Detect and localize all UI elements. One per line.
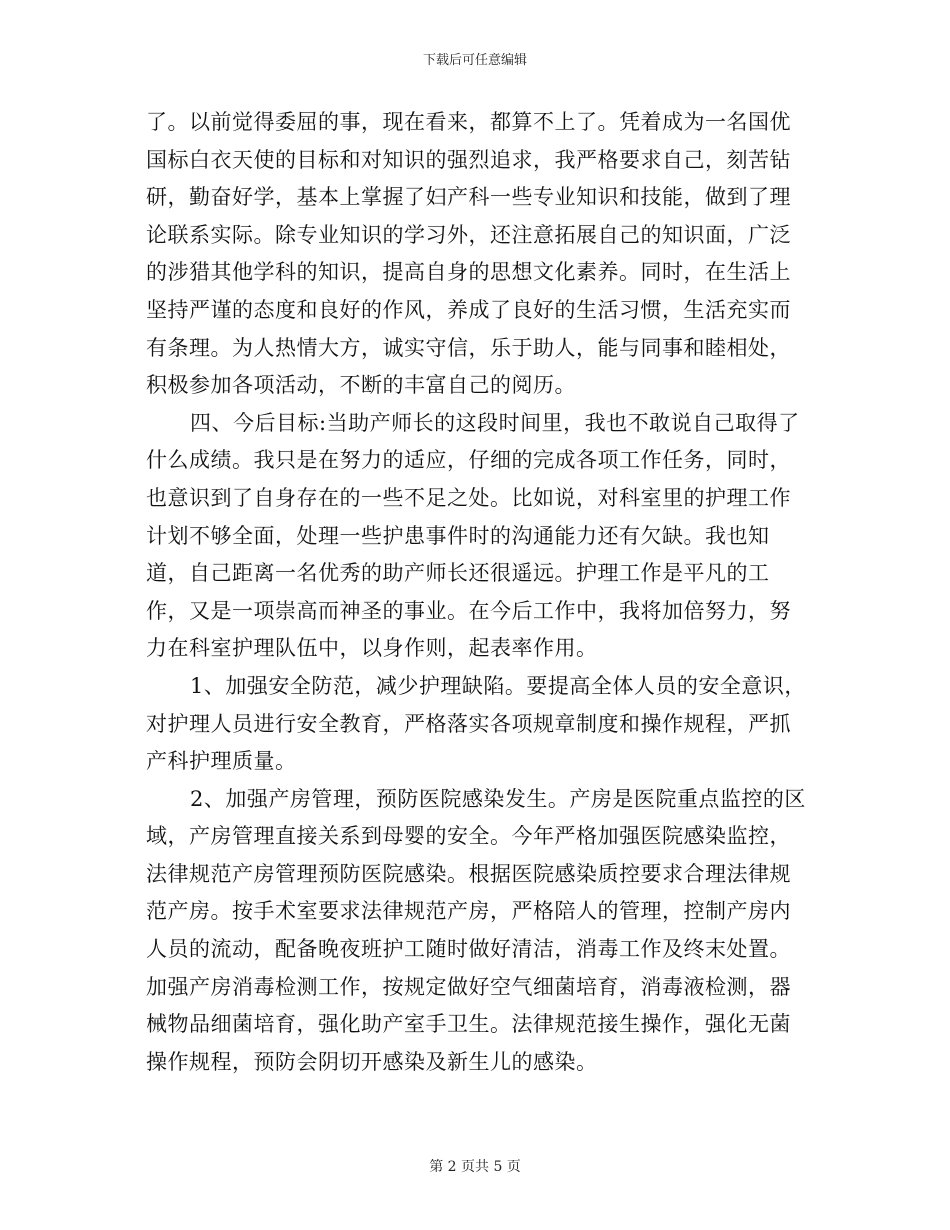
paragraph-future-goals: 四、今后目标:当助产师长的这段时间里，我也不敢说自己取得了什么成绩。我只是在努力的适应，仔细的完成各项工作任务，同时，也意识到了自身存在的一些不足之处。比如说，对科室里的护理工作计划不够全面，处理一些护患事件时的沟通能力还有欠缺。我也知道，自己距离一名优秀的助产师长还很遥远。护理工作是平凡的工作，又是一项崇高而神圣的事业。在今后工作中，我将加倍努力，努力在科室护理队伍中，以身作则，起表率作用。 (146, 410, 800, 661)
page-header: 下载后可任意编辑 (422, 53, 527, 68)
paragraph-continuation: 了。以前觉得委屈的事，现在看来，都算不上了。凭着成为一名国优国标白衣天使的目标和对知识的强烈追求，我严格要求自己，刻苦钻研，勤奋好学，基本上掌握了妇产科一些专业知识和技能，做到了理论联系实际。除专业知识的学习外，还注意拓展自己的知识面，广泛的涉猎其他学科的知识，提高自身的思想文化素养。同时，在生活上坚持严谨的态度和良好的作风，养成了良好的生活习惯，生活充实而有条理。为人热情大方，诚实守信，乐于助人，能与同事和睦相处，积极参加各项活动，不断的丰富自己的阅历。 (146, 110, 791, 398)
document-body (146, 104, 806, 1081)
paragraph-item-1-safety: 1、加强安全防范，减少护理缺陷。要提高全体人员的安全意识，对护理人员进行安全教育，严格落实各项规章制度和操作规程，严抓产科护理质量。 (146, 673, 806, 774)
page-number: 第 2 页共 5 页 (429, 1159, 521, 1175)
paragraph-item-2-delivery-room: 2、加强产房管理，预防医院感染发生。产房是医院重点监控的区域，产房管理直接关系到母婴的安全。今年严格加强医院感染监控，法律规范产房管理预防医院感染。根据医院感染质控要求合理法律规范产房。按手术室要求法律规范产房，严格陪人的管理，控制产房内人员的流动，配备晚夜班护工随时做好清洁，消毒工作及终末处置。加强产房消毒检测工作，按规定做好空气细菌培育，消毒液检测，器械物品细菌培育，强化助产室手卫生。法律规范接生操作，强化无菌操作规程，预防会阴切开感染及新生儿的感染。 (146, 786, 806, 1074)
